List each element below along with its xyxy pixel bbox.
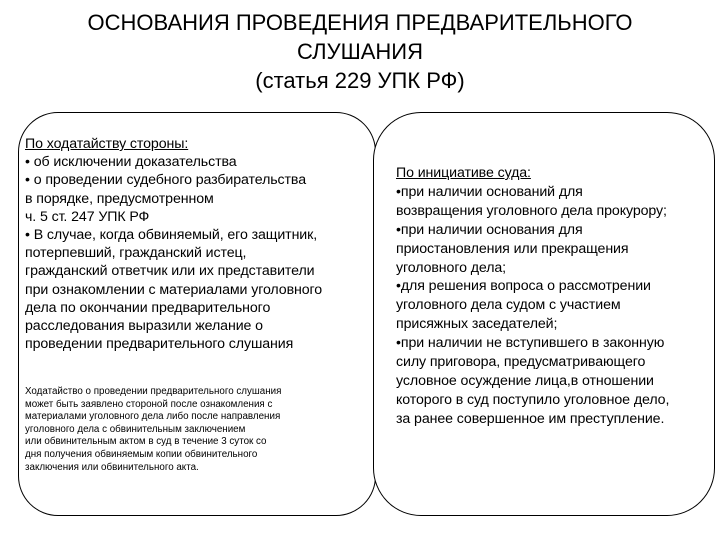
left-panel-note xyxy=(25,386,365,474)
right-line: •при наличии оснований для xyxy=(396,183,583,200)
note-line: материалами уголовного дела либо после направления xyxy=(25,411,281,423)
left-line: дела по окончании предварительного xyxy=(25,299,271,316)
title-line-2: СЛУШАНИЯ xyxy=(297,39,423,64)
left-line: расследования выразили желание о xyxy=(25,318,263,335)
right-line: за ранее совершенное им преступление. xyxy=(396,410,665,427)
left-line: потерпевший, гражданский истец, xyxy=(25,245,247,262)
title-line-3: (статья 229 УПК РФ) xyxy=(255,68,465,93)
right-line: •при наличии не вступившего в законную xyxy=(396,335,665,352)
left-line: при ознакомлении с материалами уголовного xyxy=(25,281,323,298)
left-line: • о проведении судебного разбирательства xyxy=(25,172,307,189)
note-line: дня получения обвиняемым копии обвинительного xyxy=(25,448,258,460)
title-line-1: ОСНОВАНИЯ ПРОВЕДЕНИЯ ПРЕДВАРИТЕЛЬНОГО xyxy=(87,10,633,35)
note-line: уголовного дела с обвинительным заключением xyxy=(25,423,246,435)
note-line: может быть заявлено стороной после ознакомления с xyxy=(25,398,273,410)
right-panel-heading: По инициативе суда: xyxy=(396,165,531,181)
note-line: или обвинительным актом в суд в течение 3 суток со xyxy=(25,436,267,448)
note-line: Ходатайство о проведении предварительного слушания xyxy=(25,386,282,397)
left-panel-text xyxy=(25,135,375,353)
right-line: уголовного дела судом с участием xyxy=(396,297,621,314)
right-line: присяжных заседателей; xyxy=(396,316,558,333)
left-line: в порядке, предусмотренном xyxy=(25,190,214,207)
left-line: ч. 5 ст. 247 УПК РФ xyxy=(25,208,150,225)
left-line: гражданский ответчик или их представители xyxy=(25,263,315,280)
right-line: условное осуждение лица,в отношении xyxy=(396,372,654,389)
note-line: заключения или обвинительного акта. xyxy=(25,461,199,473)
right-line: •при наличии основания для xyxy=(396,221,583,238)
right-line: уголовного дела; xyxy=(396,259,507,276)
left-panel-heading: По ходатайству стороны: xyxy=(25,136,189,152)
right-line: •для решения вопроса о рассмотрении xyxy=(396,278,651,295)
right-line: возвращения уголовного дела прокурору; xyxy=(396,202,667,219)
right-line: которого в суд поступило уголовное дело, xyxy=(396,391,670,408)
right-panel-text xyxy=(396,164,718,429)
slide-title xyxy=(20,8,700,95)
left-line: проведении предварительного слушания xyxy=(25,336,294,353)
right-line: приостановления или прекращения xyxy=(396,240,629,257)
left-line: • В случае, когда обвиняемый, его защитник, xyxy=(25,227,318,244)
right-line: силу приговора, предусматривающего xyxy=(396,354,646,371)
left-line: • об исключении доказательства xyxy=(25,154,237,171)
